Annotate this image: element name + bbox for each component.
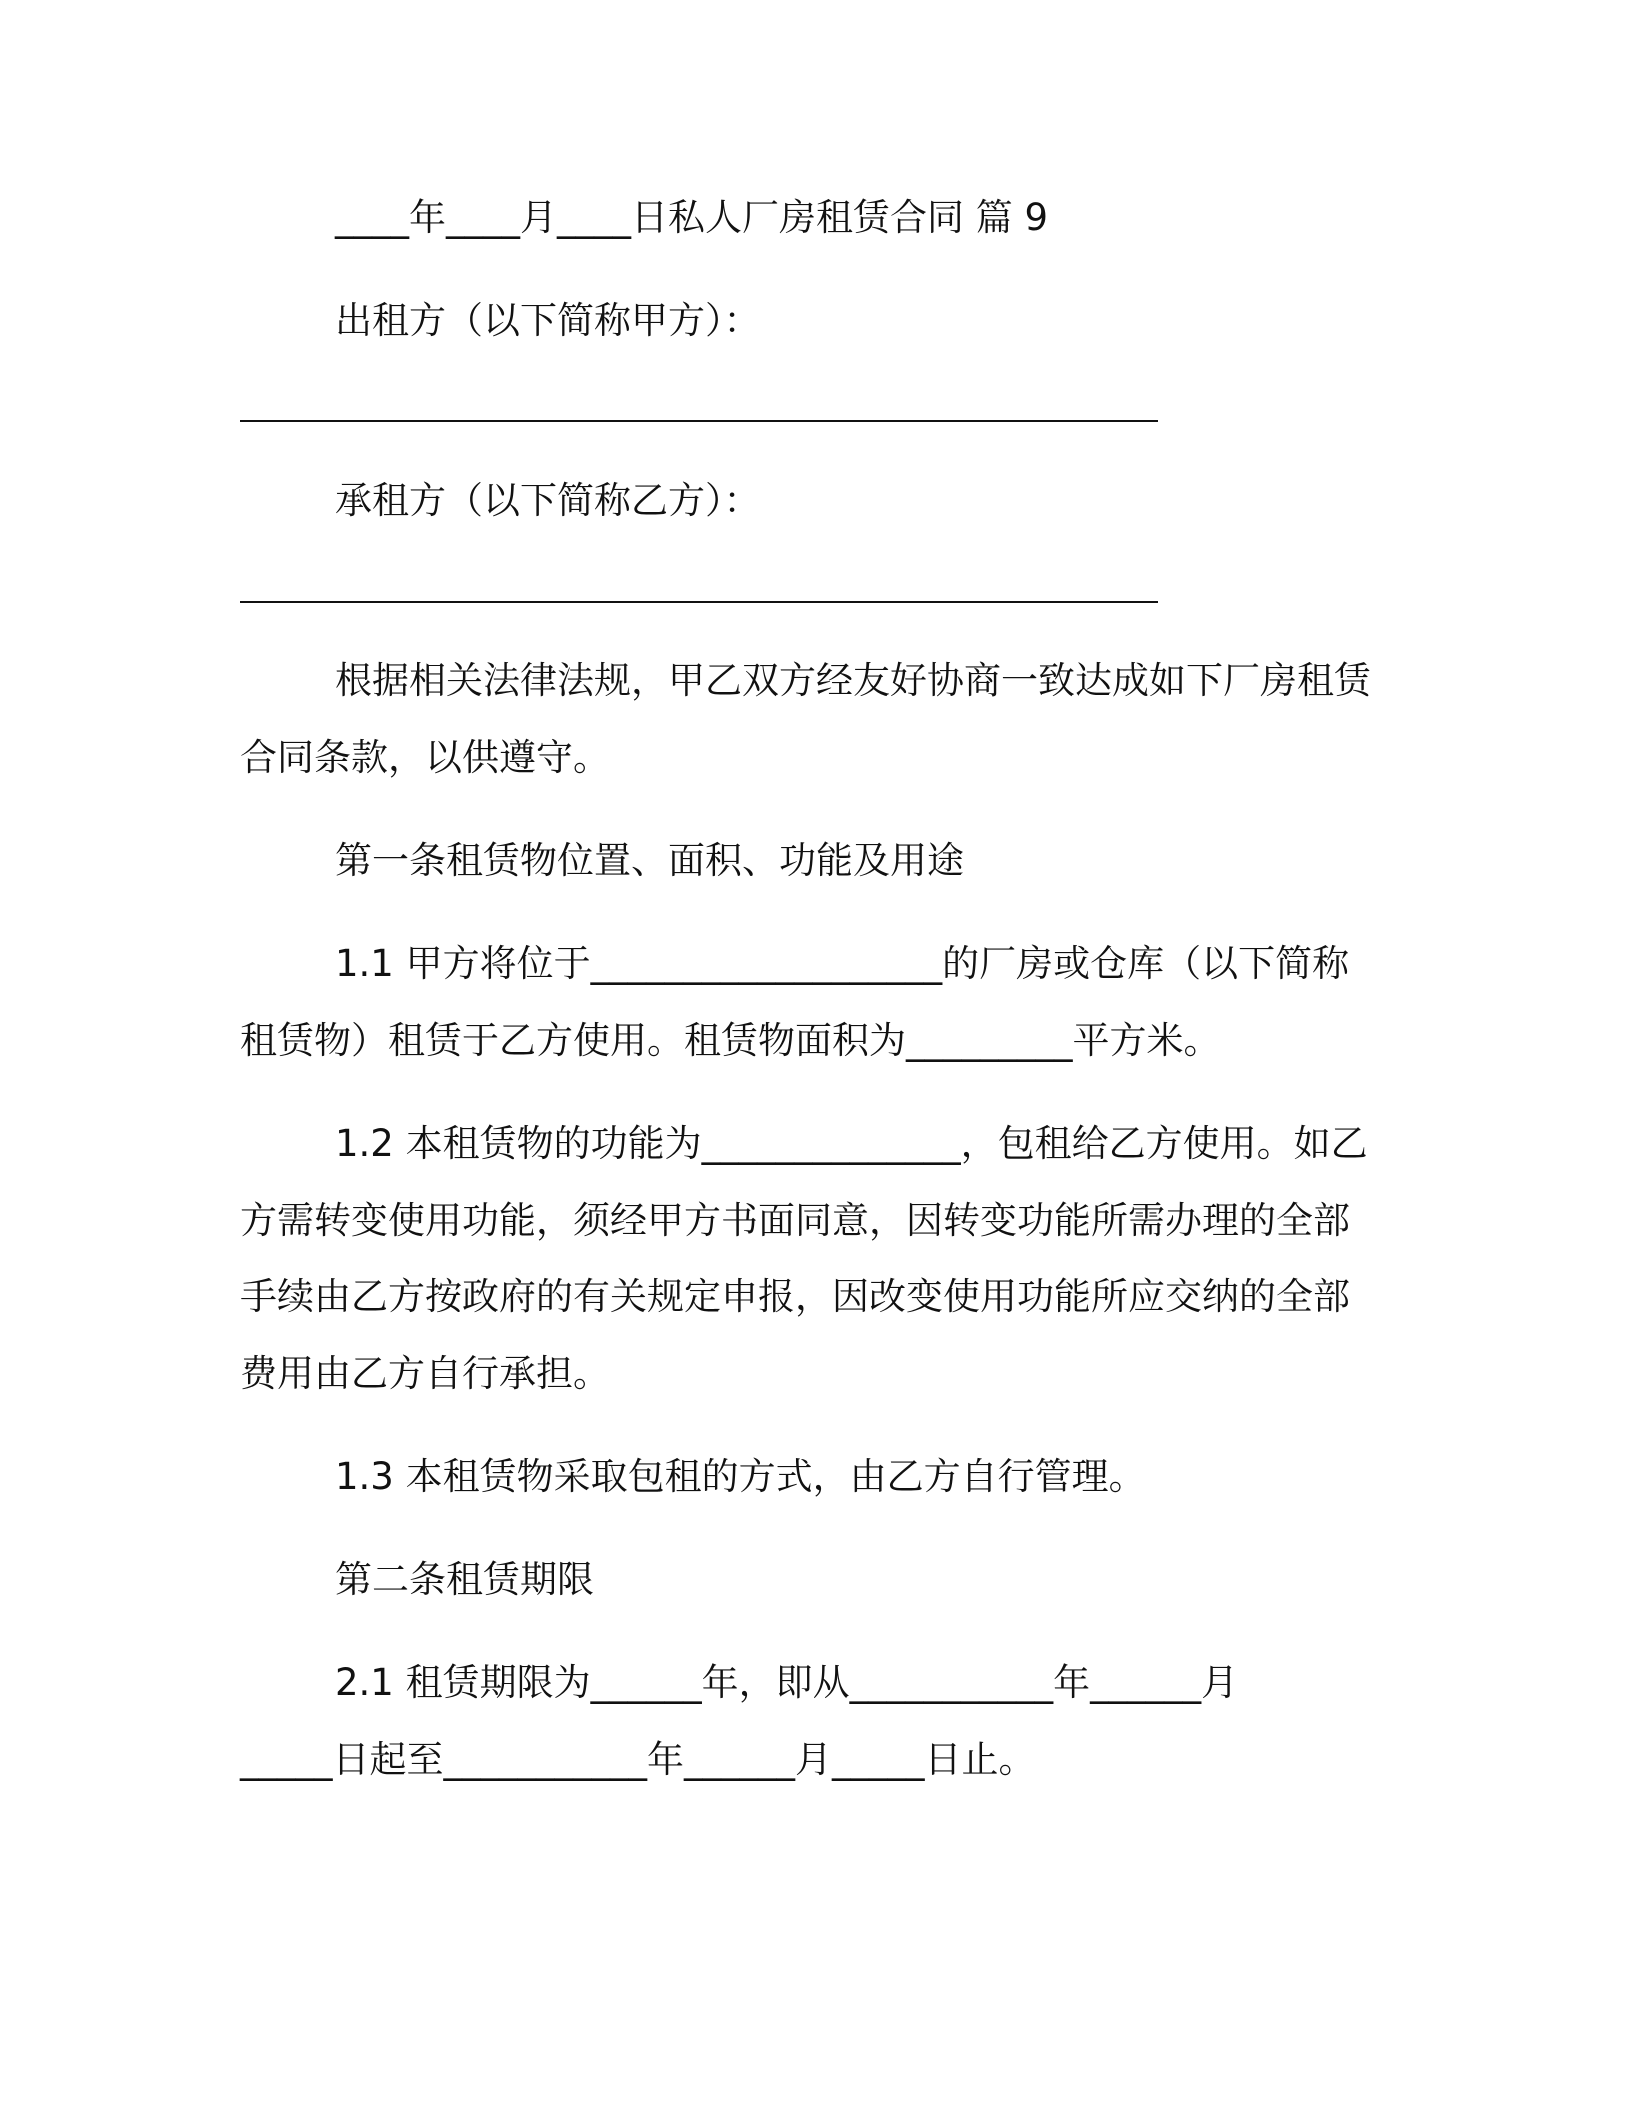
clause-2-1-line-2: _____日起至___________年______月_____日止。: [240, 1738, 1036, 1781]
lessor-signature-line: [240, 420, 1158, 422]
intro-line-1: 根据相关法律法规，甲乙双方经友好协商一致达成如下厂房租赁: [335, 659, 1371, 702]
lessor-label: 出租方（以下简称甲方）：: [335, 299, 761, 342]
lessee-signature-line: [240, 601, 1158, 603]
lessee-label: 承租方（以下简称乙方）：: [335, 479, 761, 522]
clause-1-2-line-1: 1.2 本租赁物的功能为______________，包租给乙方使用。如乙: [335, 1122, 1368, 1165]
clause-1-2-line-3: 手续由乙方按政府的有关规定申报，因改变使用功能所应交纳的全部: [240, 1275, 1350, 1318]
article-1-heading: 第一条租赁物位置、面积、功能及用途: [335, 839, 964, 882]
clause-1-3: 1.3 本租赁物采取包租的方式，由乙方自行管理。: [335, 1455, 1146, 1498]
clause-2-1-line-1: 2.1 租赁期限为______年，即从___________年______月: [335, 1661, 1239, 1704]
document-title: ____年____月____日私人厂房租赁合同 篇 9: [335, 196, 1049, 239]
clause-1-1-line-2: 租赁物）租赁于乙方使用。租赁物面积为_________平方米。: [240, 1019, 1221, 1062]
clause-1-2-line-4: 费用由乙方自行承担。: [240, 1352, 610, 1395]
intro-line-2: 合同条款，以供遵守。: [240, 736, 610, 779]
article-2-heading: 第二条租赁期限: [335, 1558, 594, 1601]
clause-1-2-line-2: 方需转变使用功能，须经甲方书面同意，因转变功能所需办理的全部: [240, 1199, 1350, 1242]
clause-1-1-line-1: 1.1 甲方将位于___________________的厂房或仓库（以下简称: [335, 942, 1350, 985]
